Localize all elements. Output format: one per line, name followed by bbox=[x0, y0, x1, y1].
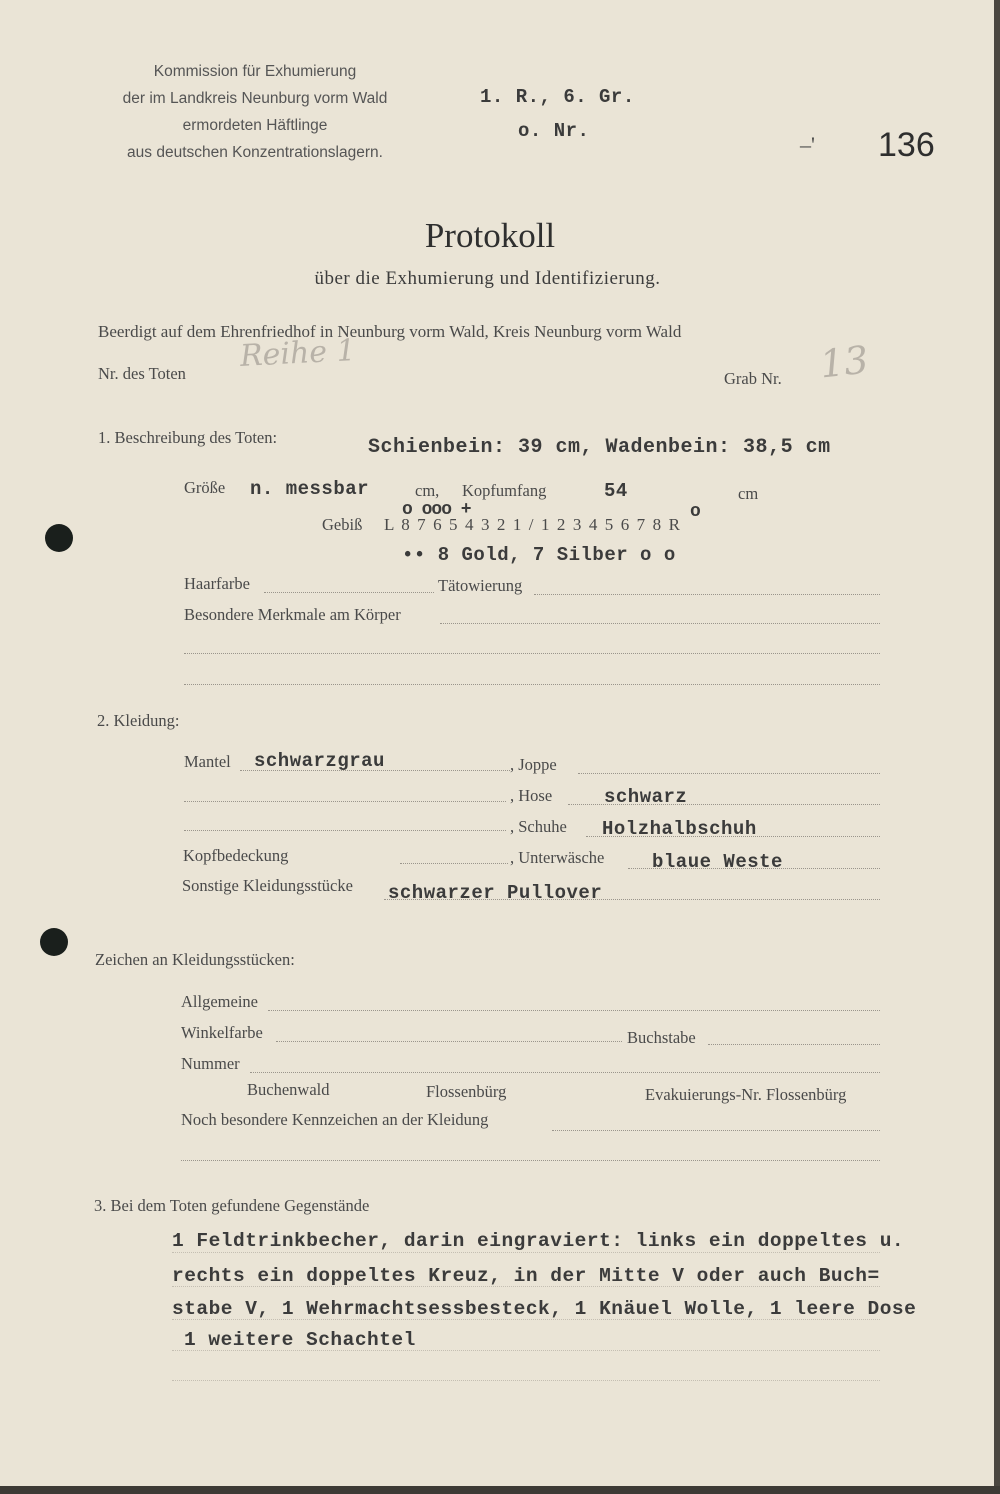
items-line-4: 1 weitere Schachtel bbox=[184, 1329, 416, 1351]
items-rule-5 bbox=[172, 1380, 880, 1381]
kopfbedeckung-label: Kopfbedeckung bbox=[183, 846, 289, 865]
page-edge-bottom bbox=[0, 1486, 1000, 1494]
groesse-value: n. messbar bbox=[250, 478, 370, 500]
buchenwald-label: Buchenwald bbox=[247, 1080, 330, 1099]
allgemeine-line bbox=[268, 1010, 880, 1011]
gebiss-scheme: L 8 7 6 5 4 3 2 1 / 1 2 3 4 5 6 7 8 R bbox=[384, 515, 682, 534]
gebiss-typed-note: •• 8 Gold, 7 Silber o o bbox=[402, 544, 676, 566]
zeichen-heading: Zeichen an Kleidungsstücken: bbox=[95, 950, 295, 969]
unterwaesche-value: blaue Weste bbox=[652, 851, 783, 873]
allgemeine-label: Allgemeine bbox=[181, 992, 258, 1011]
items-rule-4 bbox=[172, 1350, 880, 1351]
schuhe-line bbox=[586, 836, 880, 837]
grab-handwritten: 13 bbox=[817, 337, 871, 387]
gebiss-marks-right: o bbox=[690, 502, 702, 522]
page-title: Protokoll bbox=[424, 216, 556, 255]
mantel-label: Mantel bbox=[184, 752, 231, 771]
schuhe-label: , Schuhe bbox=[510, 817, 567, 836]
items-rule-1 bbox=[172, 1252, 880, 1253]
kopfbedeckung-line bbox=[400, 863, 508, 864]
mantel-value: schwarzgrau bbox=[254, 750, 385, 772]
kennzeichen-label: Noch besondere Kennzeichen an der Kleidung bbox=[181, 1110, 489, 1129]
joppe-label: , Joppe bbox=[510, 755, 557, 774]
commission-line: Kommission für Exhumierung bbox=[153, 63, 357, 80]
items-rule-3 bbox=[172, 1319, 880, 1320]
winkelfarbe-line bbox=[276, 1041, 622, 1042]
cm-label-1: cm, bbox=[415, 481, 440, 500]
typed-reference-number: o. Nr. bbox=[518, 120, 590, 142]
blank-line-1 bbox=[184, 801, 506, 802]
nummer-line bbox=[250, 1072, 880, 1073]
nr-handwritten: Reihe 1 bbox=[239, 332, 357, 375]
section-3-heading: 3. Bei dem Toten gefundene Gegenstände bbox=[94, 1196, 370, 1215]
items-line-2: rechts ein doppeltes Kreuz, in der Mitte V oder auch Buch= bbox=[172, 1265, 880, 1287]
typed-bone-measurements: Schienbein: 39 cm, Wadenbein: 38,5 cm bbox=[368, 436, 831, 459]
page-edge-right bbox=[994, 0, 1000, 1494]
buchstabe-line bbox=[708, 1044, 880, 1045]
mantel-line bbox=[240, 770, 510, 771]
kennzeichen-line-2 bbox=[181, 1160, 880, 1161]
merkmale-line-1 bbox=[440, 623, 880, 624]
kennzeichen-line-1 bbox=[552, 1130, 880, 1131]
punch-hole-bottom bbox=[40, 928, 68, 956]
winkelfarbe-label: Winkelfarbe bbox=[181, 1023, 263, 1042]
page-subtitle: über die Exhumierung und Identifizierung. bbox=[314, 268, 661, 289]
merkmale-label: Besondere Merkmale am Körper bbox=[184, 605, 401, 624]
commission-line: der im Landkreis Neunburg vorm Wald bbox=[122, 90, 388, 107]
groesse-label: Größe bbox=[184, 478, 226, 497]
kopfumfang-value: 54 bbox=[604, 480, 628, 502]
flossenbuerg-label: Flossenbürg bbox=[426, 1082, 507, 1101]
section-1-heading: 1. Beschreibung des Toten: bbox=[98, 428, 278, 447]
sonstige-label: Sonstige Kleidungsstücke bbox=[182, 876, 353, 895]
gebiss-label: Gebiß bbox=[322, 515, 363, 534]
blank-line-2 bbox=[184, 830, 506, 831]
buchstabe-label: Buchstabe bbox=[627, 1028, 696, 1047]
gebiss-marks-left: o ooo + bbox=[402, 500, 471, 520]
kopfumfang-label: Kopfumfang bbox=[462, 481, 547, 500]
hose-value: schwarz bbox=[604, 786, 688, 808]
taetowierung-line bbox=[534, 594, 880, 595]
unterwaesche-label: , Unterwäsche bbox=[510, 848, 605, 867]
cm-label-2: cm bbox=[738, 484, 759, 503]
hose-line bbox=[568, 804, 880, 805]
joppe-line bbox=[578, 773, 880, 774]
haarfarbe-line bbox=[264, 592, 434, 593]
taetowierung-label: Tätowierung bbox=[438, 576, 523, 595]
grab-nr-label: Grab Nr. bbox=[724, 369, 782, 388]
burial-line: Beerdigt auf dem Ehrenfriedhof in Neunburg vorm Wald, Kreis Neunburg vorm Wald bbox=[98, 322, 682, 341]
unterwaesche-line bbox=[628, 868, 880, 869]
merkmale-line-3 bbox=[184, 684, 880, 685]
punch-hole-top bbox=[45, 524, 73, 552]
merkmale-line-2 bbox=[184, 653, 880, 654]
commission-line: ermordeten Häftlinge bbox=[182, 117, 328, 134]
commission-line: aus deutschen Konzentrationslagern. bbox=[127, 144, 383, 161]
items-line-3: stabe V, 1 Wehrmachtsessbesteck, 1 Knäuel Wolle, 1 leere Dose bbox=[172, 1298, 917, 1320]
nummer-label: Nummer bbox=[181, 1054, 240, 1073]
page-number: 136 bbox=[878, 126, 935, 164]
haarfarbe-label: Haarfarbe bbox=[184, 574, 250, 593]
schuhe-value: Holzhalbschuh bbox=[602, 818, 757, 840]
nr-des-toten-label: Nr. des Toten bbox=[98, 364, 186, 383]
commission-header bbox=[95, 58, 415, 166]
typed-reference-row: 1. R., 6. Gr. bbox=[480, 86, 635, 108]
evakuierung-label: Evakuierungs-Nr. Flossenbürg bbox=[645, 1085, 847, 1104]
sonstige-value: schwarzer Pullover bbox=[388, 882, 603, 904]
sonstige-line bbox=[384, 899, 880, 900]
items-rule-2 bbox=[172, 1286, 880, 1287]
section-2-heading: 2. Kleidung: bbox=[97, 711, 180, 730]
hose-label: , Hose bbox=[510, 786, 553, 805]
dash-mark: –' bbox=[800, 132, 815, 157]
items-line-1: 1 Feldtrinkbecher, darin eingraviert: links ein doppeltes u. bbox=[172, 1230, 905, 1252]
